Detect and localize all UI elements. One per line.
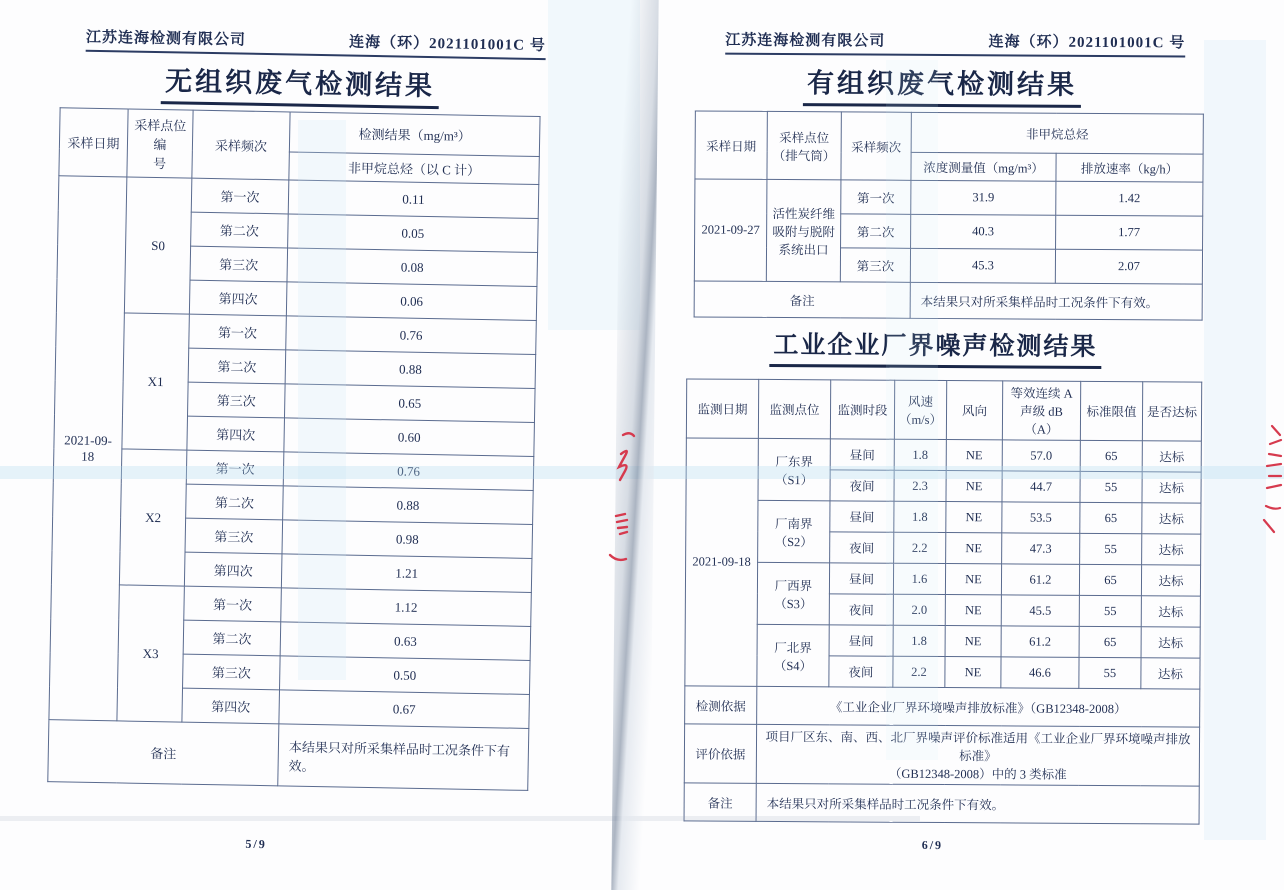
table-row (685, 562, 1200, 596)
freq-cell: 第四次 (182, 688, 280, 724)
period-cell: 夜间 (830, 470, 894, 501)
report-number: 连海（环）2021101001C 号 (988, 34, 1186, 52)
freq-cell: 第一次 (191, 178, 289, 214)
period-cell: 夜间 (830, 532, 894, 563)
col-header-monitor-date: 监测日期 (686, 379, 758, 438)
status-cell: 达标 (1142, 472, 1201, 503)
col-header-pollutant: 非甲烷总烃 (911, 112, 1203, 154)
table-header-row (695, 111, 1203, 154)
col-header-sample-point: 采样点位编 号 (127, 109, 193, 178)
remark-row (684, 783, 1199, 824)
period-cell: 夜间 (829, 594, 893, 625)
speed-cell: 2.3 (894, 470, 946, 501)
fugitive-gas-table (47, 107, 540, 791)
col-header-period: 监测时段 (830, 380, 894, 439)
speed-cell: 1.6 (893, 563, 945, 594)
level-cell: 57.0 (1002, 440, 1080, 471)
table-row (686, 438, 1201, 472)
page-right (642, 0, 1284, 890)
freq-cell: 第一次 (189, 314, 287, 350)
limit-cell: 55 (1080, 533, 1142, 564)
value-cell: 0.65 (284, 384, 535, 423)
point-cell: S0 (124, 177, 191, 314)
point-cell: 活性炭纤维 吸附与脱附 系统出口 (766, 179, 841, 281)
value-cell: 0.76 (286, 316, 537, 355)
value-cell: 1.21 (281, 554, 532, 593)
date-cell: 2021-09-18 (49, 176, 127, 721)
basis-row (685, 686, 1200, 727)
col-header-wind-speed: 风速 （m/s） (894, 380, 946, 439)
value-cell: 0.67 (279, 690, 530, 729)
limit-cell: 55 (1079, 595, 1141, 626)
value-cell: 1.12 (281, 588, 532, 627)
status-cell: 达标 (1141, 565, 1200, 596)
conc-cell: 31.9 (911, 180, 1056, 215)
status-cell: 达标 (1142, 534, 1201, 565)
col-header-sample-point: 采样点位 （排气筒） (767, 111, 841, 179)
freq-cell: 第三次 (183, 654, 281, 690)
level-cell: 46.6 (1001, 657, 1079, 688)
dir-cell: NE (946, 533, 1002, 564)
basis-label-cell: 检测依据 (685, 686, 757, 724)
col-header-sample-freq: 采样频次 (192, 110, 290, 180)
remark-text-cell: 本结果只对所采集样品时工况条件下有效。 (278, 724, 529, 791)
table-row (695, 179, 1203, 216)
document-header (86, 26, 546, 60)
freq-cell: 第一次 (186, 450, 284, 486)
level-cell: 53.5 (1002, 502, 1080, 533)
col-header-result: 检测结果（mg/m³） (289, 112, 540, 157)
basis-text-cell: 《工业企业厂界环境噪声排放标准》（GB12348-2008） (757, 686, 1200, 727)
dir-cell: NE (946, 471, 1002, 502)
remark-row (48, 720, 529, 791)
table-row (686, 500, 1201, 534)
limit-cell: 55 (1080, 471, 1142, 502)
point-cell: 厂西界 （S3） (757, 562, 829, 624)
rate-cell: 2.07 (1055, 249, 1202, 284)
page-right-content (637, 0, 1284, 890)
value-cell: 0.11 (288, 180, 539, 219)
conc-cell: 40.3 (911, 214, 1056, 249)
freq-cell: 第三次 (188, 382, 286, 418)
col-header-result-sub: 非甲烷总烃（以 C 计） (289, 152, 539, 185)
remark-label-cell: 备注 (48, 720, 279, 786)
rate-cell: 1.42 (1056, 181, 1203, 216)
report-number: 连海（环）2021101001C 号 (348, 34, 546, 55)
freq-cell: 第二次 (186, 484, 284, 520)
freq-cell: 第二次 (188, 348, 286, 384)
value-cell: 0.98 (282, 520, 533, 559)
remark-label-cell: 备注 (694, 281, 910, 318)
dir-cell: NE (946, 440, 1002, 471)
value-cell: 0.06 (286, 282, 537, 321)
freq-cell: 第一次 (841, 180, 911, 214)
organized-gas-table (694, 110, 1204, 320)
speed-cell: 2.0 (893, 594, 945, 625)
col-header-level: 等效连续 A 声级 dB（A） (1002, 381, 1080, 440)
freq-cell: 第二次 (183, 620, 281, 656)
document-header (725, 29, 1185, 58)
remark-label-cell: 备注 (684, 783, 756, 821)
value-cell: 0.88 (285, 350, 536, 389)
page-title: 无组织废气检测结果 (0, 56, 600, 112)
value-cell: 0.76 (283, 452, 534, 491)
col-header-limit: 标准限值 (1080, 381, 1142, 440)
noise-section-title: 工业企业厂界噪声检测结果 (640, 324, 1230, 370)
point-cell: 厂东界 （S1） (758, 438, 830, 500)
table-row (685, 624, 1200, 658)
value-cell: 0.08 (287, 248, 538, 287)
freq-cell: 第三次 (190, 246, 288, 282)
status-cell: 达标 (1142, 441, 1201, 472)
remark-text-cell: 本结果只对所采集样品时工况条件下有效。 (910, 282, 1202, 320)
period-cell: 昼间 (829, 563, 893, 594)
page-title: 有组织废气检测结果 (642, 60, 1242, 109)
freq-cell: 第三次 (840, 248, 910, 282)
col-header-wind-dir: 风向 (946, 381, 1002, 440)
eval-text-cell: 项目厂区东、南、西、北厂界噪声评价标准适用《工业企业厂界环境噪声排放标准》 （GB12348-2008）中的 3 类标准 (756, 724, 1199, 786)
status-cell: 达标 (1141, 596, 1200, 627)
freq-cell: 第一次 (184, 586, 282, 622)
status-cell: 达标 (1141, 658, 1200, 689)
point-cell: X1 (122, 313, 189, 450)
value-cell: 0.88 (283, 486, 534, 525)
col-header-sample-date: 采样日期 (59, 108, 128, 177)
remark-row (694, 281, 1202, 320)
limit-cell: 65 (1080, 440, 1142, 471)
period-cell: 夜间 (829, 656, 893, 687)
table-header-row (59, 108, 540, 157)
speed-cell: 1.8 (894, 501, 946, 532)
speed-cell: 1.8 (894, 439, 946, 470)
dir-cell: NE (945, 595, 1001, 626)
speed-cell: 1.8 (893, 625, 945, 656)
level-cell: 61.2 (1001, 564, 1079, 595)
level-cell: 45.5 (1001, 595, 1079, 626)
speed-cell: 2.2 (894, 532, 946, 563)
value-cell: 0.60 (284, 418, 535, 457)
col-header-status: 是否达标 (1142, 382, 1201, 441)
dir-cell: NE (945, 564, 1001, 595)
limit-cell: 65 (1079, 564, 1141, 595)
company-name: 江苏连海检测有限公司 (725, 32, 886, 50)
limit-cell: 65 (1079, 626, 1141, 657)
dir-cell: NE (946, 502, 1002, 533)
status-cell: 达标 (1142, 503, 1201, 534)
level-cell: 44.7 (1002, 471, 1080, 502)
point-cell: 厂南界 （S2） (758, 500, 830, 562)
period-cell: 昼间 (829, 625, 893, 656)
eval-row (684, 724, 1199, 786)
eval-label-cell: 评价依据 (684, 724, 756, 783)
point-cell: 厂北界 （S4） (757, 624, 829, 686)
period-cell: 昼间 (830, 501, 894, 532)
value-cell: 0.50 (280, 656, 531, 695)
table-header-row (686, 379, 1201, 441)
speed-cell: 2.2 (893, 656, 945, 687)
page-number: 5/9 (245, 836, 267, 852)
dir-cell: NE (945, 657, 1001, 688)
value-cell: 0.63 (280, 622, 531, 661)
col-header-concentration: 浓度测量值（mg/m³） (911, 152, 1056, 181)
point-cell: X2 (119, 449, 186, 586)
freq-cell: 第四次 (189, 280, 287, 316)
col-header-sample-date: 采样日期 (695, 111, 767, 179)
limit-cell: 55 (1079, 657, 1141, 688)
freq-cell: 第二次 (841, 214, 911, 248)
col-header-rate: 排放速率（kg/h） (1056, 153, 1203, 182)
rate-cell: 1.77 (1056, 215, 1203, 250)
date-cell: 2021-09-27 (694, 179, 767, 281)
point-cell: X3 (117, 585, 184, 722)
level-cell: 61.2 (1001, 626, 1079, 657)
value-cell: 0.05 (288, 214, 539, 253)
freq-cell: 第四次 (184, 552, 282, 588)
freq-cell: 第三次 (185, 518, 283, 554)
status-cell: 达标 (1141, 627, 1200, 658)
date-cell: 2021-09-18 (685, 438, 759, 686)
period-cell: 昼间 (830, 439, 894, 470)
page-number: 6/9 (921, 837, 944, 853)
dir-cell: NE (945, 626, 1001, 657)
col-header-monitor-point: 监测点位 (758, 379, 830, 438)
col-header-sample-freq: 采样频次 (841, 112, 911, 180)
freq-cell: 第二次 (191, 212, 289, 248)
level-cell: 47.3 (1002, 533, 1080, 564)
remark-text-cell: 本结果只对所采集样品时工况条件下有效。 (756, 783, 1199, 824)
limit-cell: 65 (1080, 502, 1142, 533)
freq-cell: 第四次 (187, 416, 285, 452)
company-name: 江苏连海检测有限公司 (85, 29, 247, 49)
conc-cell: 45.3 (910, 248, 1055, 283)
boundary-noise-table (684, 378, 1203, 824)
